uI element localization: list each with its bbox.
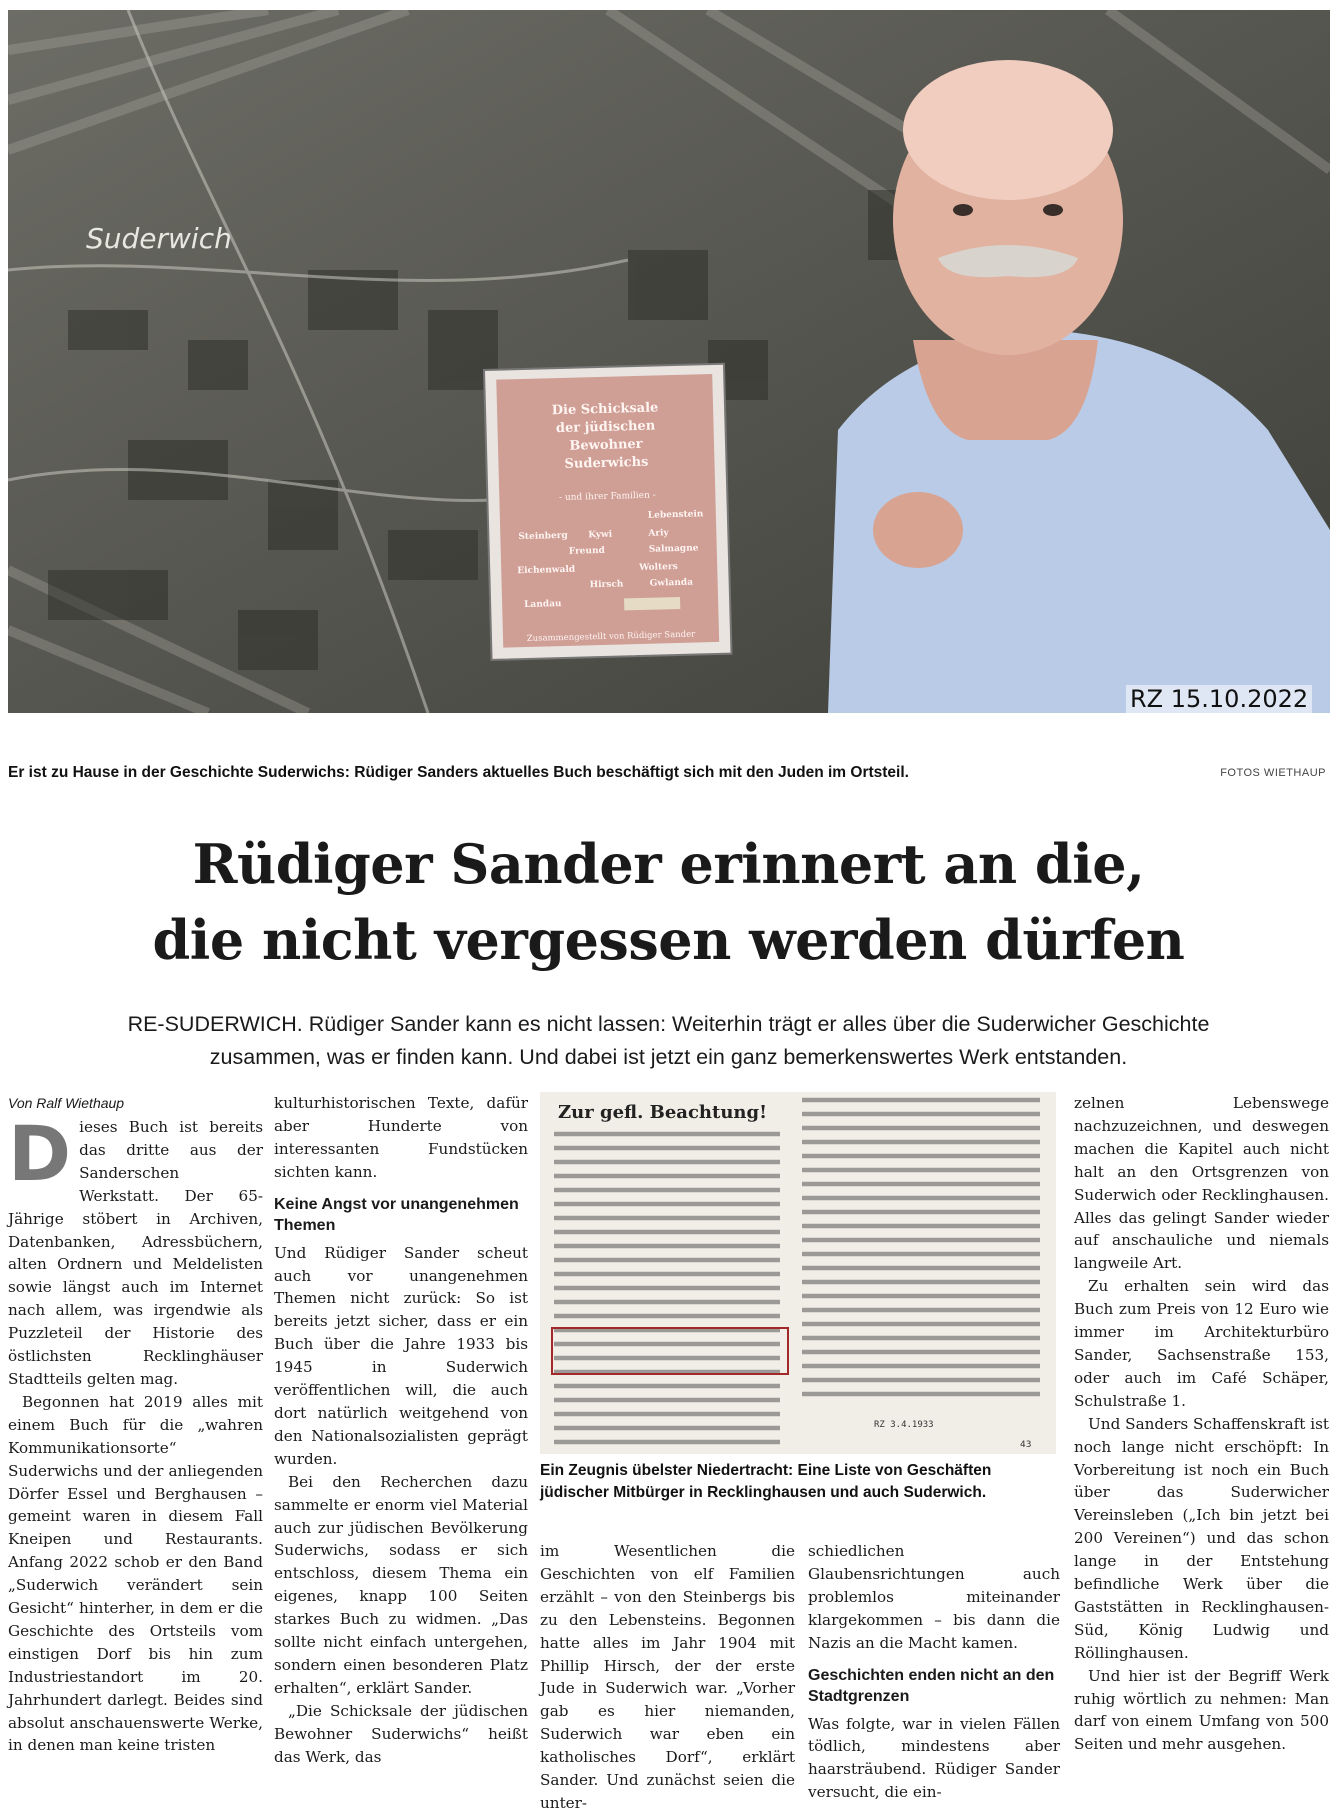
headline xyxy=(0,826,1337,978)
paragraph: kulturhistorischen Texte, dafür aber Hunderte von interessanten Fundstücken sichten kann. xyxy=(274,1094,528,1181)
book-title: Die Schicksaleder jüdischenBewohnerSuderwichs xyxy=(551,400,659,472)
book-subtitle: - und ihrer Familien - xyxy=(558,490,656,504)
photo-caption: Er ist zu Hause in der Geschichte Suderwichs: Rüdiger Sanders aktuelles Buch beschäftigt sich mit den Juden im Ortsteil. xyxy=(8,764,909,781)
subheading: Keine Angst vor unangenehmen Themen xyxy=(274,1195,519,1234)
clipping-caption: Ein Zeugnis übelster Niedertracht: Eine Liste von Geschäften jüdischer Mitbürger in Recklinghausen und auch Suderwich. xyxy=(540,1462,992,1501)
article-column-2 xyxy=(274,1092,528,1768)
lead-line-2: zusammen, was er finden kann. Und dabei ist jetzt ein ganz bemerkenswertes Werk entstanden. xyxy=(209,1045,1128,1069)
article-column-4 xyxy=(808,1540,1060,1804)
byline: Von Ralf Wiethaup xyxy=(8,1095,125,1111)
book-cover xyxy=(484,364,732,660)
drop-cap: D xyxy=(8,1109,72,1198)
book-name: Hirsch xyxy=(589,579,624,591)
aerial-photo-with-author xyxy=(8,10,1330,713)
article-column-5 xyxy=(1074,1092,1329,1756)
paragraph: Und hier ist der Begriff Werk ruhig wörtlich zu nehmen: Man darf von einem Umfang von 500 Seiten und mehr ausgehen. xyxy=(1074,1666,1329,1754)
newspaper-date-stamp: RZ 15.10.2022 xyxy=(1126,685,1312,713)
book-name: Landau xyxy=(524,599,562,611)
paragraph: Und Sanders Schaffenskraft ist noch lange nicht erschöpft: In Vorbereitung ist noch ein Buch über das Suderwicher Vereinsleben („Ich bin jetzt bei 200 Vereinen“) und das schon lange in der Entstehung befindliche Werk über die Gaststätten in Recklinghausen-Süd, König Ludwig und Röllinghausen. xyxy=(1074,1414,1329,1662)
clipping-illustration xyxy=(540,1092,1056,1454)
article-column-1 xyxy=(8,1092,263,1757)
book-name: Freund xyxy=(568,545,606,557)
paragraph: Bei den Recherchen dazu sammelte er enorm viel Material auch zur jüdischen Bevölkerung Suderwichs, sodass er sich entschloss, diesem Thema ein eigenes, knapp 100 Seiten starkes Buch zu widmen. „Das sollte nicht einfach untergehen, sondern einen besonderen Platz erhalten“, erklärt Sander. xyxy=(274,1472,528,1697)
book-name: Ariy xyxy=(648,528,669,539)
paragraph: schiedlichen Glaubensrichtungen auch problemlos miteinander klargekommen – bis dann die Nazis an die Macht kamen. xyxy=(808,1542,1060,1652)
book-name: Kywi xyxy=(588,529,613,541)
lead-paragraph xyxy=(40,1008,1297,1074)
subheading: Geschichten enden nicht an den Stadtgrenzen xyxy=(808,1666,1055,1705)
book-name: Lebenstein xyxy=(647,509,704,521)
clipping-stamp: RZ 3.4.1933 xyxy=(874,1420,934,1430)
photo-illustration xyxy=(8,10,1330,713)
book-name: Steinberg xyxy=(518,530,568,543)
book-author: Zusammengestellt von Rüdiger Sander xyxy=(526,629,696,644)
article-column-3 xyxy=(540,1540,795,1815)
paragraph: Und Rüdiger Sander scheut auch vor unangenehmen Themen nicht zurück: So ist bereits jetzt sicher, dass er ein Buch über die Jahre 1933 bis 1945 in Suderwich veröffentlichen will, die auch dort natürlich weitgehend von den Nationalsozialisten geprägt wurden. xyxy=(274,1243,528,1468)
lead-line-1: RE-SUDERWICH. Rüdiger Sander kann es nicht lassen: Weiterhin trägt er alles über die Suderwicher Geschichte xyxy=(127,1012,1210,1036)
historical-clipping-image xyxy=(540,1092,1056,1454)
paragraph: im Wesentlichen die Geschichten von elf Familien erzählt – von den Steinbergs bis zu den Lebensteins. Begonnen hatte alles im Jahr 1904 mit Phillip Hirsch, der der erste Jude in Suderwich war. „Vorher gab es hier niemanden, Suderwich war eben ein katholisches Dorf“, erklärt Sander. Und zunächst seien die unter- xyxy=(540,1542,795,1812)
paragraph: zelnen Lebenswege nachzuzeichnen, und deswegen machen die Kapitel auch nicht halt an den Ortsgrenzen von Suderwich oder Recklinghausen. Alles das gelingt Sander wieder auf anschauliche und niemals langweile Art. xyxy=(1074,1094,1329,1273)
paragraph: ieses Buch ist bereits das dritte aus der Sanderschen Werkstatt. Der 65-Jährige stöbert in Archiven, Datenbanken, Adressbüchern, alten Ordnern und Meldelisten sowie längst auch im Internet nach allem, was irgendwie als Puzzleteil der Historie des östlichsten Recklinghäuser Stadtteils gelten mag. xyxy=(8,1118,263,1388)
photo-credit: FOTOS WIETHAUP xyxy=(1220,767,1326,779)
paragraph: Begonnen hat 2019 alles mit einem Buch für die „wahren Kommunikationsorte“ Suderwichs und der anliegenden Dörfer Essel und Berghausen – gemeint waren in diesem Fall Kneipen und Restaurants. Anfang 2022 schob er den Band „Suderwich verändert sein Gesicht“ hinterher, in dem er die Geschichte des Ortsteils vom einstigen Dorf bis hin zum Industriestandort im 20. Jahrhundert darlegt. Beides sind absolut anschauenswerte Werke, in denen man keine tristen xyxy=(8,1392,263,1755)
book-name: Salmagne xyxy=(648,543,699,555)
clipping-page-number: 43 xyxy=(1020,1440,1032,1450)
photo-caption-row xyxy=(8,764,1330,788)
book-name: Gwlanda xyxy=(649,577,694,589)
book-name: Wolters xyxy=(639,561,678,574)
paragraph: Zu erhalten sein wird das Buch zum Preis von 12 Euro wie immer im Architekturbüro Sander, Sachsenstraße 153, oder auch im Café Schäper, Schulstraße 1. xyxy=(1074,1277,1329,1410)
clipping-title: Zur gefl. Beachtung! xyxy=(558,1102,767,1123)
headline-line-2: die nicht vergessen werden dürfen xyxy=(152,908,1185,972)
paragraph: Was folgte, war in vielen Fällen tödlich, mindestens aber haarsträubend. Rüdiger Sander versucht, die ein- xyxy=(808,1714,1060,1802)
headline-line-1: Rüdiger Sander erinnert an die, xyxy=(192,832,1145,896)
book-name: Eichenwald xyxy=(517,564,576,577)
map-label: Suderwich xyxy=(86,222,232,255)
paragraph: „Die Schicksale der jüdischen Bewohner Suderwichs“ heißt das Werk, das xyxy=(274,1701,528,1766)
